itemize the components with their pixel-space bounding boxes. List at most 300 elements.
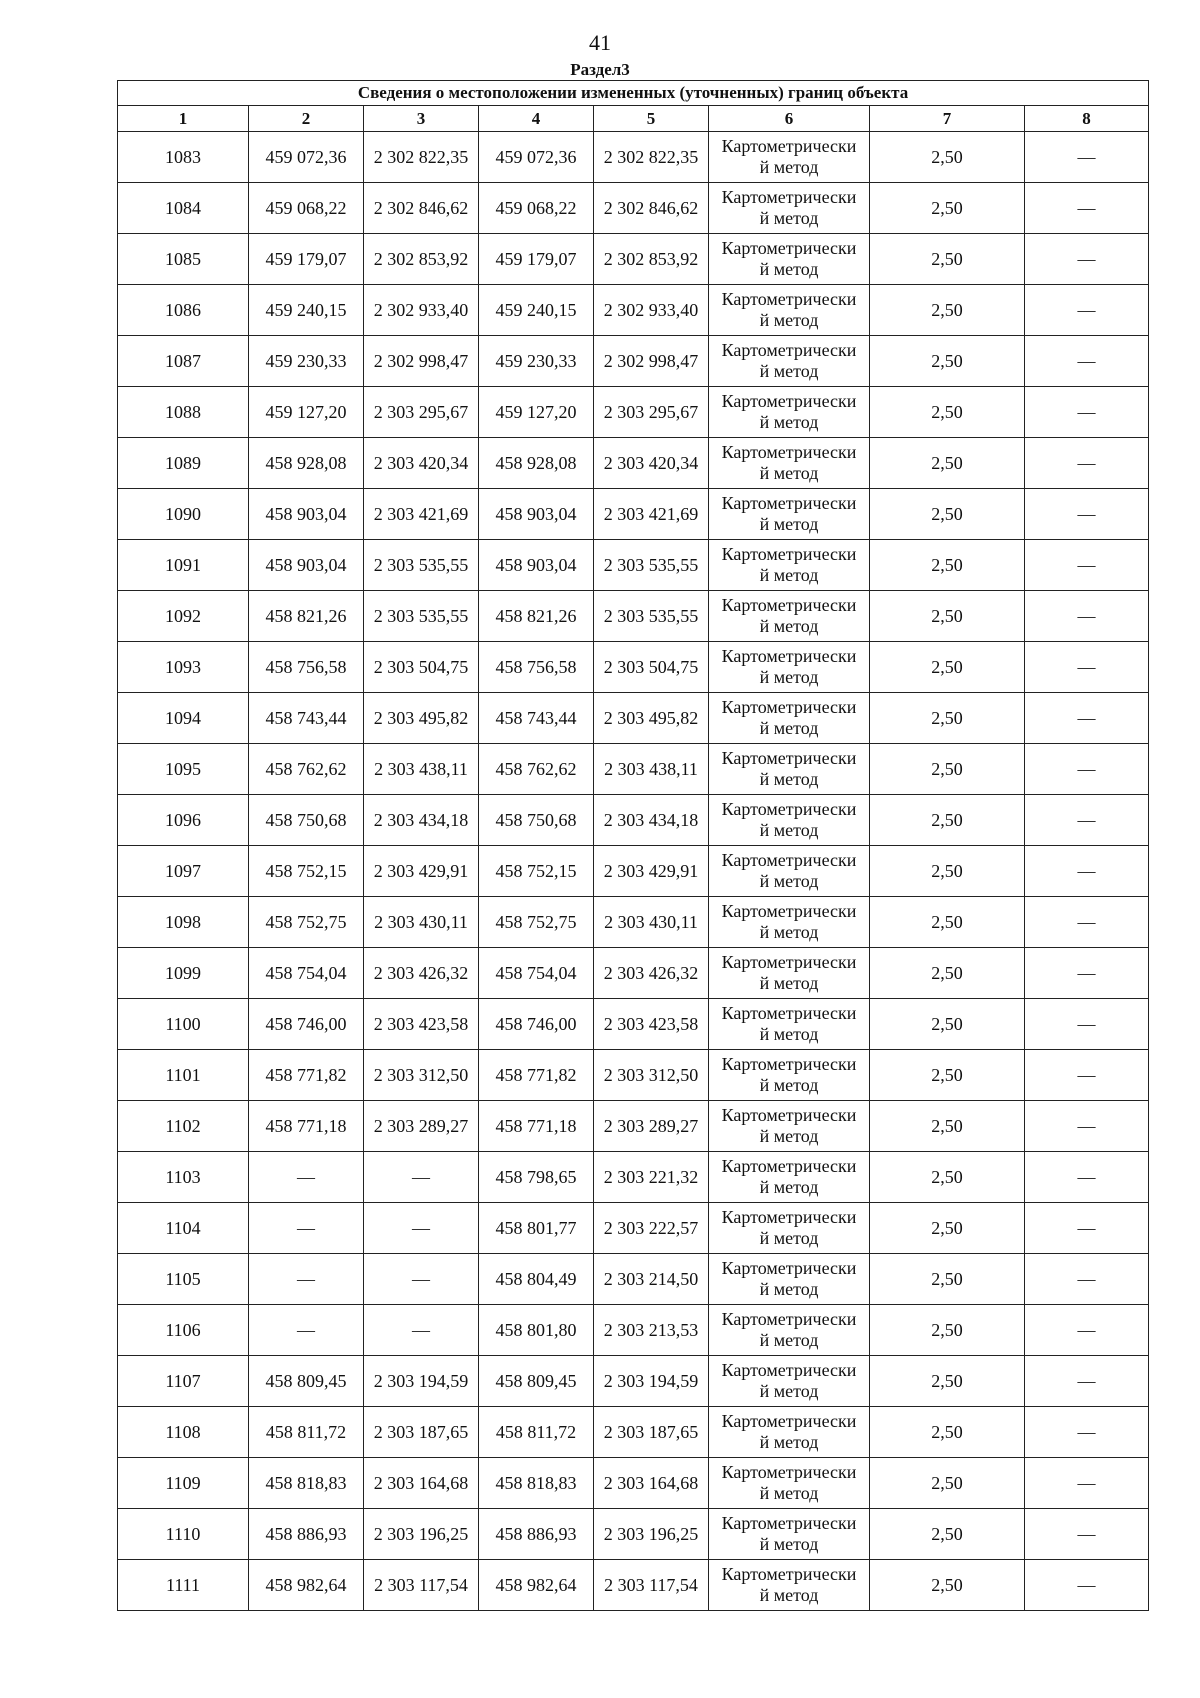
method-text: й метод <box>759 1279 819 1299</box>
method-cell <box>709 1560 870 1611</box>
point-number: 1100 <box>118 999 249 1050</box>
old-x: 458 771,82 <box>249 1050 364 1101</box>
new-x: 458 982,64 <box>479 1560 594 1611</box>
point-number: 1089 <box>118 438 249 489</box>
method-text: Картометрически <box>721 1309 857 1329</box>
accuracy: 2,50 <box>870 948 1025 999</box>
old-x: 459 068,22 <box>249 183 364 234</box>
method-text: Картометрически <box>721 697 857 717</box>
method-cell <box>709 489 870 540</box>
method-text: Картометрически <box>721 1360 857 1380</box>
table-row <box>118 1254 1149 1305</box>
new-x: 458 801,80 <box>479 1305 594 1356</box>
old-y: 2 303 312,50 <box>364 1050 479 1101</box>
new-x: 458 903,04 <box>479 489 594 540</box>
table-row <box>118 438 1149 489</box>
method-cell <box>709 1050 870 1101</box>
description: — <box>1025 591 1149 642</box>
new-y: 2 303 194,59 <box>594 1356 709 1407</box>
method-text: Картометрически <box>721 391 857 411</box>
method-text: Картометрически <box>721 289 857 309</box>
table-row <box>118 1203 1149 1254</box>
column-number-row <box>118 106 1149 132</box>
accuracy: 2,50 <box>870 795 1025 846</box>
method-text: й метод <box>759 361 819 381</box>
method-text: й метод <box>759 871 819 891</box>
description: — <box>1025 1050 1149 1101</box>
old-x: 458 756,58 <box>249 642 364 693</box>
description: — <box>1025 1356 1149 1407</box>
new-y: 2 303 312,50 <box>594 1050 709 1101</box>
old-y: 2 303 295,67 <box>364 387 479 438</box>
method-text: й метод <box>759 973 819 993</box>
new-y: 2 303 438,11 <box>594 744 709 795</box>
accuracy: 2,50 <box>870 1356 1025 1407</box>
method-text: й метод <box>759 1381 819 1401</box>
accuracy: 2,50 <box>870 1203 1025 1254</box>
new-y: 2 303 420,34 <box>594 438 709 489</box>
accuracy: 2,50 <box>870 540 1025 591</box>
old-x: 458 750,68 <box>249 795 364 846</box>
new-x: 458 809,45 <box>479 1356 594 1407</box>
old-x: 458 771,18 <box>249 1101 364 1152</box>
table-row <box>118 897 1149 948</box>
old-x: 459 179,07 <box>249 234 364 285</box>
new-x: 458 754,04 <box>479 948 594 999</box>
new-y: 2 303 117,54 <box>594 1560 709 1611</box>
method-text: й метод <box>759 259 819 279</box>
new-x: 458 903,04 <box>479 540 594 591</box>
point-number: 1106 <box>118 1305 249 1356</box>
point-number: 1105 <box>118 1254 249 1305</box>
description: — <box>1025 1407 1149 1458</box>
accuracy: 2,50 <box>870 336 1025 387</box>
old-x: 458 754,04 <box>249 948 364 999</box>
description: — <box>1025 897 1149 948</box>
method-text: й метод <box>759 208 819 228</box>
description: — <box>1025 387 1149 438</box>
point-number: 1099 <box>118 948 249 999</box>
point-number: 1083 <box>118 132 249 183</box>
point-number: 1094 <box>118 693 249 744</box>
table-row <box>118 387 1149 438</box>
point-number: 1085 <box>118 234 249 285</box>
table-row <box>118 540 1149 591</box>
table-row <box>118 1101 1149 1152</box>
method-text: Картометрически <box>721 1105 857 1125</box>
new-x: 458 886,93 <box>479 1509 594 1560</box>
new-y: 2 303 426,32 <box>594 948 709 999</box>
description: — <box>1025 234 1149 285</box>
accuracy: 2,50 <box>870 1509 1025 1560</box>
old-y: 2 303 196,25 <box>364 1509 479 1560</box>
table-row <box>118 234 1149 285</box>
old-x: 459 230,33 <box>249 336 364 387</box>
new-x: 458 756,58 <box>479 642 594 693</box>
accuracy: 2,50 <box>870 897 1025 948</box>
method-cell <box>709 183 870 234</box>
new-y: 2 303 421,69 <box>594 489 709 540</box>
method-cell <box>709 897 870 948</box>
description: — <box>1025 285 1149 336</box>
method-text: Картометрически <box>721 1156 857 1176</box>
table-row <box>118 1458 1149 1509</box>
old-y: 2 303 535,55 <box>364 540 479 591</box>
method-cell <box>709 693 870 744</box>
column-number: 7 <box>870 106 1025 132</box>
method-text: Картометрически <box>721 1513 857 1533</box>
new-y: 2 302 933,40 <box>594 285 709 336</box>
method-cell <box>709 1101 870 1152</box>
description: — <box>1025 795 1149 846</box>
old-x: 459 072,36 <box>249 132 364 183</box>
column-number: 1 <box>118 106 249 132</box>
table-row <box>118 846 1149 897</box>
new-y: 2 303 213,53 <box>594 1305 709 1356</box>
new-x: 459 230,33 <box>479 336 594 387</box>
method-text: й метод <box>759 922 819 942</box>
new-x: 458 752,15 <box>479 846 594 897</box>
method-text: Картометрически <box>721 493 857 513</box>
column-number: 3 <box>364 106 479 132</box>
old-y: 2 303 426,32 <box>364 948 479 999</box>
method-cell <box>709 1152 870 1203</box>
accuracy: 2,50 <box>870 744 1025 795</box>
point-number: 1103 <box>118 1152 249 1203</box>
table-row <box>118 183 1149 234</box>
column-number: 4 <box>479 106 594 132</box>
point-number: 1093 <box>118 642 249 693</box>
old-x: 458 886,93 <box>249 1509 364 1560</box>
accuracy: 2,50 <box>870 285 1025 336</box>
method-text: Картометрически <box>721 544 857 564</box>
method-text: й метод <box>759 1585 819 1605</box>
method-text: Картометрически <box>721 646 857 666</box>
old-y: — <box>364 1203 479 1254</box>
table-title: Сведения о местоположении измененных (уточненных) границ объекта <box>118 81 1149 106</box>
method-text: Картометрически <box>721 1003 857 1023</box>
method-cell <box>709 948 870 999</box>
accuracy: 2,50 <box>870 132 1025 183</box>
method-text: Картометрически <box>721 442 857 462</box>
description: — <box>1025 744 1149 795</box>
point-number: 1092 <box>118 591 249 642</box>
old-y: 2 303 438,11 <box>364 744 479 795</box>
method-text: й метод <box>759 514 819 534</box>
new-y: 2 303 495,82 <box>594 693 709 744</box>
table-row <box>118 642 1149 693</box>
table-row <box>118 1509 1149 1560</box>
accuracy: 2,50 <box>870 1101 1025 1152</box>
new-y: 2 303 187,65 <box>594 1407 709 1458</box>
point-number: 1107 <box>118 1356 249 1407</box>
description: — <box>1025 336 1149 387</box>
new-x: 459 240,15 <box>479 285 594 336</box>
point-number: 1091 <box>118 540 249 591</box>
new-y: 2 303 221,32 <box>594 1152 709 1203</box>
new-y: 2 303 164,68 <box>594 1458 709 1509</box>
new-x: 458 821,26 <box>479 591 594 642</box>
table-row <box>118 1407 1149 1458</box>
old-y: 2 303 164,68 <box>364 1458 479 1509</box>
point-number: 1097 <box>118 846 249 897</box>
method-cell <box>709 234 870 285</box>
method-text: й метод <box>759 1483 819 1503</box>
old-x: 458 811,72 <box>249 1407 364 1458</box>
method-text: й метод <box>759 616 819 636</box>
old-x: — <box>249 1305 364 1356</box>
accuracy: 2,50 <box>870 183 1025 234</box>
new-y: 2 303 535,55 <box>594 540 709 591</box>
new-x: 458 762,62 <box>479 744 594 795</box>
table-row <box>118 285 1149 336</box>
new-x: 458 804,49 <box>479 1254 594 1305</box>
old-x: 458 821,26 <box>249 591 364 642</box>
old-y: 2 303 535,55 <box>364 591 479 642</box>
new-y: 2 302 846,62 <box>594 183 709 234</box>
method-text: Картометрически <box>721 595 857 615</box>
new-y: 2 303 289,27 <box>594 1101 709 1152</box>
point-number: 1088 <box>118 387 249 438</box>
old-x: 458 752,75 <box>249 897 364 948</box>
description: — <box>1025 1509 1149 1560</box>
new-y: 2 302 853,92 <box>594 234 709 285</box>
old-y: 2 303 495,82 <box>364 693 479 744</box>
new-y: 2 303 434,18 <box>594 795 709 846</box>
accuracy: 2,50 <box>870 438 1025 489</box>
old-y: 2 303 117,54 <box>364 1560 479 1611</box>
new-y: 2 303 423,58 <box>594 999 709 1050</box>
accuracy: 2,50 <box>870 387 1025 438</box>
new-y: 2 303 535,55 <box>594 591 709 642</box>
method-text: й метод <box>759 1024 819 1044</box>
method-cell <box>709 999 870 1050</box>
accuracy: 2,50 <box>870 489 1025 540</box>
old-x: 459 240,15 <box>249 285 364 336</box>
method-cell <box>709 285 870 336</box>
accuracy: 2,50 <box>870 846 1025 897</box>
method-text: й метод <box>759 1126 819 1146</box>
method-text: й метод <box>759 565 819 585</box>
description: — <box>1025 642 1149 693</box>
method-cell <box>709 540 870 591</box>
old-x: 458 746,00 <box>249 999 364 1050</box>
column-number: 6 <box>709 106 870 132</box>
new-x: 458 811,72 <box>479 1407 594 1458</box>
method-cell <box>709 744 870 795</box>
method-cell <box>709 438 870 489</box>
point-number: 1109 <box>118 1458 249 1509</box>
description: — <box>1025 1254 1149 1305</box>
table-row <box>118 132 1149 183</box>
section-title: Раздел3 <box>570 60 630 79</box>
table-row <box>118 999 1149 1050</box>
old-x: 458 762,62 <box>249 744 364 795</box>
new-y: 2 303 222,57 <box>594 1203 709 1254</box>
column-number: 8 <box>1025 106 1149 132</box>
method-text: й метод <box>759 667 819 687</box>
old-x: 458 928,08 <box>249 438 364 489</box>
accuracy: 2,50 <box>870 591 1025 642</box>
new-x: 458 752,75 <box>479 897 594 948</box>
method-text: й метод <box>759 157 819 177</box>
method-cell <box>709 1356 870 1407</box>
accuracy: 2,50 <box>870 642 1025 693</box>
table-row <box>118 1356 1149 1407</box>
old-x: — <box>249 1254 364 1305</box>
description: — <box>1025 1152 1149 1203</box>
old-y: 2 302 853,92 <box>364 234 479 285</box>
accuracy: 2,50 <box>870 1050 1025 1101</box>
old-y: 2 303 420,34 <box>364 438 479 489</box>
method-cell <box>709 1407 870 1458</box>
table-row <box>118 744 1149 795</box>
point-number: 1098 <box>118 897 249 948</box>
new-x: 458 771,82 <box>479 1050 594 1101</box>
method-text: й метод <box>759 1432 819 1452</box>
new-x: 458 743,44 <box>479 693 594 744</box>
description: — <box>1025 1101 1149 1152</box>
description: — <box>1025 540 1149 591</box>
description: — <box>1025 1203 1149 1254</box>
accuracy: 2,50 <box>870 1305 1025 1356</box>
table-row <box>118 1050 1149 1101</box>
old-x: 458 743,44 <box>249 693 364 744</box>
description: — <box>1025 1458 1149 1509</box>
new-x: 458 746,00 <box>479 999 594 1050</box>
old-y: 2 303 504,75 <box>364 642 479 693</box>
new-y: 2 302 822,35 <box>594 132 709 183</box>
description: — <box>1025 948 1149 999</box>
method-text: Картометрически <box>721 1564 857 1584</box>
accuracy: 2,50 <box>870 1152 1025 1203</box>
old-y: — <box>364 1305 479 1356</box>
table-row <box>118 795 1149 846</box>
method-cell <box>709 1509 870 1560</box>
old-y: 2 303 421,69 <box>364 489 479 540</box>
method-text: Картометрически <box>721 1054 857 1074</box>
accuracy: 2,50 <box>870 1560 1025 1611</box>
new-y: 2 303 429,91 <box>594 846 709 897</box>
method-cell <box>709 336 870 387</box>
old-y: 2 303 430,11 <box>364 897 479 948</box>
table-row <box>118 591 1149 642</box>
table-row <box>118 693 1149 744</box>
new-y: 2 303 504,75 <box>594 642 709 693</box>
old-y: 2 303 289,27 <box>364 1101 479 1152</box>
method-cell <box>709 795 870 846</box>
method-text: Картометрически <box>721 238 857 258</box>
method-cell <box>709 846 870 897</box>
method-text: й метод <box>759 1330 819 1350</box>
accuracy: 2,50 <box>870 1407 1025 1458</box>
description: — <box>1025 183 1149 234</box>
method-text: й метод <box>759 1228 819 1248</box>
point-number: 1084 <box>118 183 249 234</box>
table-row <box>118 1305 1149 1356</box>
old-x: 458 903,04 <box>249 540 364 591</box>
point-number: 1108 <box>118 1407 249 1458</box>
old-y: 2 302 822,35 <box>364 132 479 183</box>
column-number: 2 <box>249 106 364 132</box>
new-x: 458 771,18 <box>479 1101 594 1152</box>
old-x: — <box>249 1152 364 1203</box>
description: — <box>1025 132 1149 183</box>
method-text: й метод <box>759 769 819 789</box>
method-text: Картометрически <box>721 1258 857 1278</box>
accuracy: 2,50 <box>870 234 1025 285</box>
coordinates-table <box>117 80 1149 1611</box>
old-y: — <box>364 1152 479 1203</box>
point-number: 1090 <box>118 489 249 540</box>
method-text: Картометрически <box>721 952 857 972</box>
point-number: 1110 <box>118 1509 249 1560</box>
method-cell <box>709 1203 870 1254</box>
point-number: 1111 <box>118 1560 249 1611</box>
new-y: 2 302 998,47 <box>594 336 709 387</box>
method-cell <box>709 387 870 438</box>
new-x: 459 072,36 <box>479 132 594 183</box>
table-title-row <box>118 81 1149 106</box>
accuracy: 2,50 <box>870 693 1025 744</box>
method-cell <box>709 591 870 642</box>
description: — <box>1025 489 1149 540</box>
method-text: Картометрически <box>721 850 857 870</box>
method-text: й метод <box>759 1177 819 1197</box>
new-x: 458 818,83 <box>479 1458 594 1509</box>
old-x: — <box>249 1203 364 1254</box>
method-cell <box>709 132 870 183</box>
method-text: й метод <box>759 820 819 840</box>
new-x: 458 801,77 <box>479 1203 594 1254</box>
new-y: 2 303 196,25 <box>594 1509 709 1560</box>
old-x: 458 982,64 <box>249 1560 364 1611</box>
method-text: й метод <box>759 412 819 432</box>
page-number: 41 <box>589 30 611 55</box>
old-y: 2 302 998,47 <box>364 336 479 387</box>
old-y: 2 302 933,40 <box>364 285 479 336</box>
point-number: 1102 <box>118 1101 249 1152</box>
old-x: 458 752,15 <box>249 846 364 897</box>
old-x: 459 127,20 <box>249 387 364 438</box>
method-text: Картометрически <box>721 136 857 156</box>
description: — <box>1025 846 1149 897</box>
point-number: 1086 <box>118 285 249 336</box>
old-y: 2 303 187,65 <box>364 1407 479 1458</box>
accuracy: 2,50 <box>870 1254 1025 1305</box>
new-y: 2 303 214,50 <box>594 1254 709 1305</box>
method-cell <box>709 1458 870 1509</box>
method-cell <box>709 1305 870 1356</box>
new-y: 2 303 430,11 <box>594 897 709 948</box>
table-row <box>118 336 1149 387</box>
old-x: 458 903,04 <box>249 489 364 540</box>
old-x: 458 818,83 <box>249 1458 364 1509</box>
point-number: 1095 <box>118 744 249 795</box>
new-x: 458 798,65 <box>479 1152 594 1203</box>
method-cell <box>709 642 870 693</box>
method-text: Картометрически <box>721 748 857 768</box>
old-y: 2 303 429,91 <box>364 846 479 897</box>
method-cell <box>709 1254 870 1305</box>
old-y: — <box>364 1254 479 1305</box>
method-text: Картометрически <box>721 901 857 921</box>
method-text: Картометрически <box>721 1462 857 1482</box>
method-text: Картометрически <box>721 1411 857 1431</box>
point-number: 1096 <box>118 795 249 846</box>
description: — <box>1025 693 1149 744</box>
new-x: 459 127,20 <box>479 387 594 438</box>
